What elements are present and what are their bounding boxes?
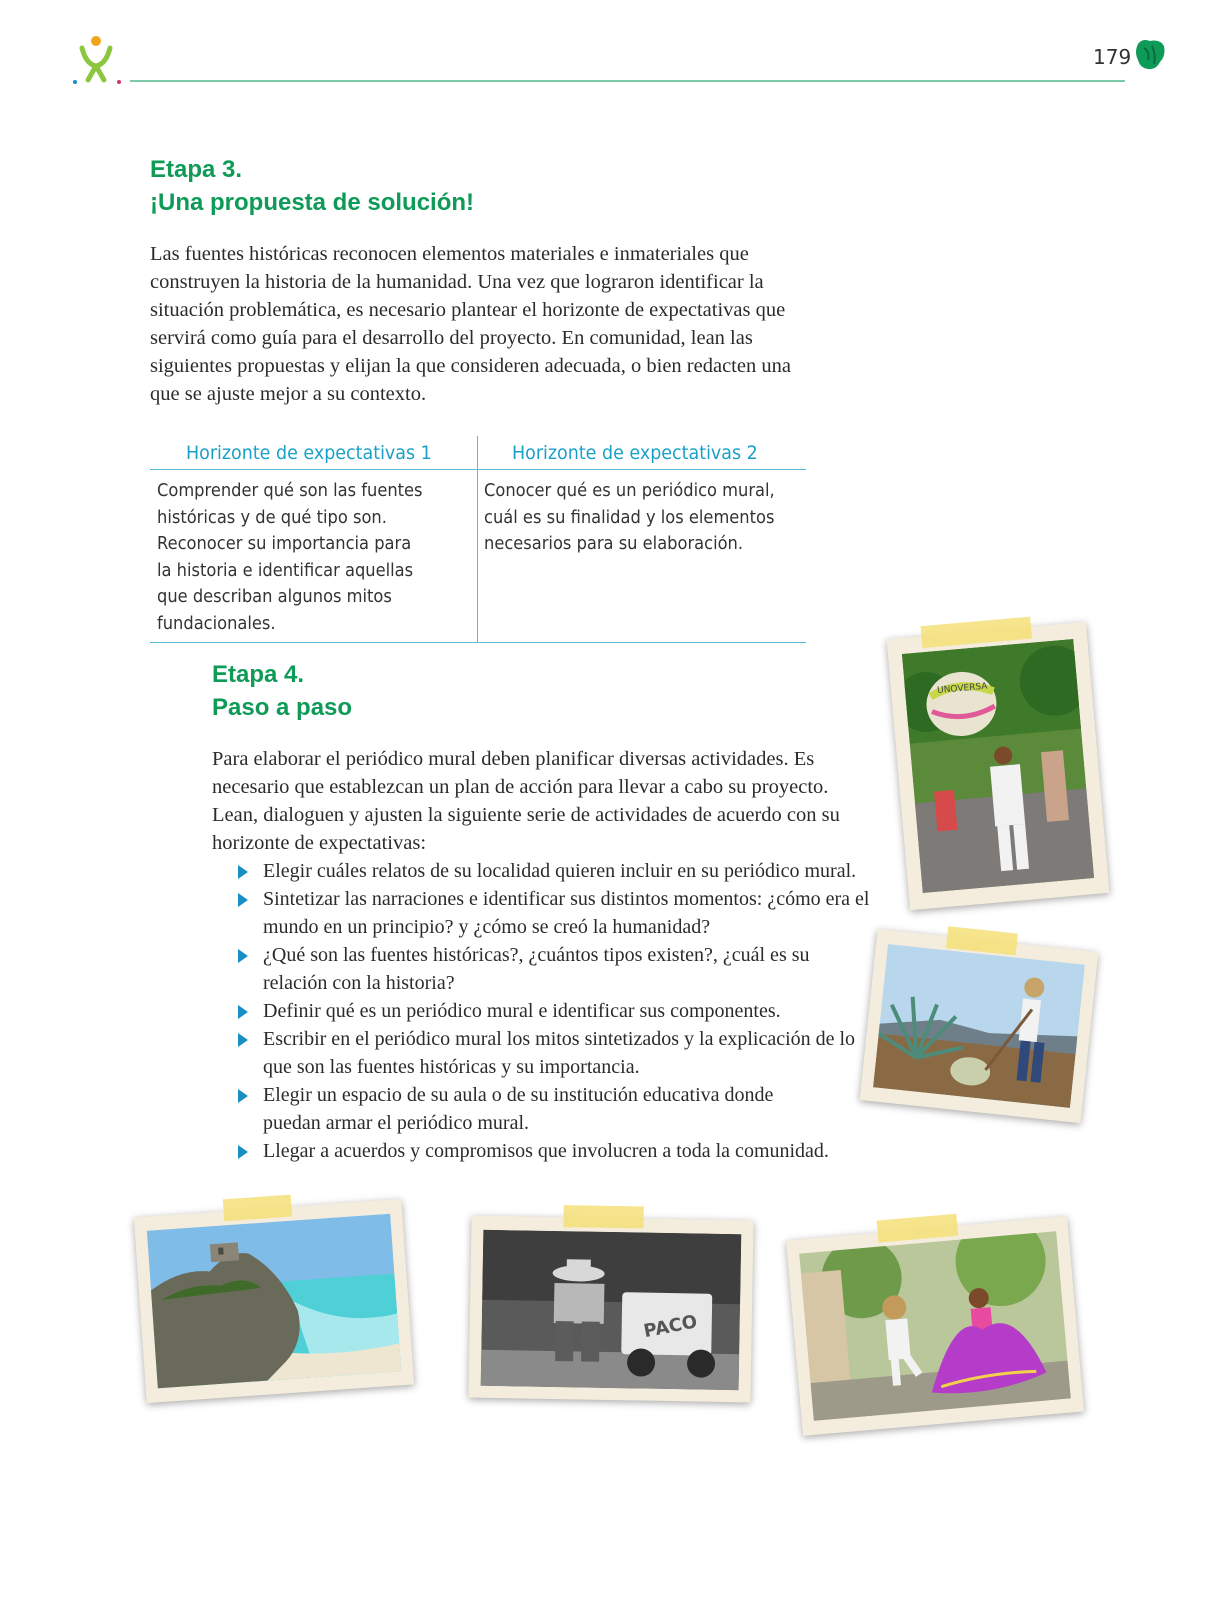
list-item: Definir qué es un periódico mural e identificar sus componentes.: [238, 997, 898, 1025]
list-item: Escribir en el periódico mural los mitos sintetizados y la explicación de lo que son las fuentes históricas y su importancia.: [238, 1025, 858, 1081]
triangle-bullet-icon: [238, 893, 248, 907]
activity-list: [238, 857, 898, 1165]
table-bottom-rule: [150, 642, 806, 643]
table-cell-2: Conocer qué es un periódico mural, cuál es su finalidad y los elementos necesarios para su elaboración.: [484, 481, 775, 554]
header-rule: [130, 80, 1125, 82]
table-header-rule: [150, 469, 806, 470]
balloon-text: UNOVERSA: [936, 681, 988, 696]
triangle-bullet-icon: [238, 865, 248, 879]
photo-agave: [860, 929, 1099, 1123]
etapa4-paragraph: Para elaborar el periódico mural deben planificar diversas actividades. Es necesario que establezcan un plan de acción para llevar a cabo su proyecto. Lean, dialoguen y ajusten la siguiente serie de actividades de acuerdo con su horizonte de expectativas:: [212, 748, 840, 854]
list-item: Llegar a acuerdos y compromisos que involucren a toda la comunidad.: [238, 1137, 898, 1165]
leaf-emblem-icon: [1134, 38, 1166, 72]
etapa3-paragraph: Las fuentes históricas reconocen elementos materiales e inmateriales que construyen la historia de la humanidad. Una vez que lograron identificar la situación problemática, es necesario plantear el horizonte de expectativas que servirá como guía para el desarrollo del proyecto. En comunidad, lean las siguientes propuestas y elijan la que consideren adecuada, o bien redacten una que se ajuste mejor a su contexto.: [150, 243, 791, 405]
vendor-image: [481, 1230, 742, 1390]
etapa4-subtitle: Paso a paso: [212, 694, 353, 721]
cart-sign: PACO: [642, 1311, 700, 1343]
list-item: Elegir un espacio de su aula o de su institución educativa donde puedan armar el periódico mural.: [238, 1081, 823, 1137]
logo-icon: [72, 34, 124, 86]
photo-dancers: [786, 1216, 1084, 1436]
festival-image: [902, 639, 1094, 893]
triangle-bullet-icon: [238, 1005, 248, 1019]
etapa4-title: Etapa 4.: [212, 661, 305, 688]
tape: [223, 1195, 292, 1222]
expectations-table: [150, 436, 806, 643]
triangle-bullet-icon: [238, 1033, 248, 1047]
photo-festival: [887, 622, 1110, 910]
triangle-bullet-icon: [238, 949, 248, 963]
list-item: Sintetizar las narraciones e identificar sus distintos momentos: ¿cómo era el mundo en un principio? y ¿cómo se creó la humanidad?: [238, 885, 903, 941]
triangle-bullet-icon: [238, 1145, 248, 1159]
dancers-image: [799, 1231, 1071, 1421]
table-header-2: Horizonte de expectativas 2: [512, 442, 758, 464]
etapa3-title: Etapa 3.: [150, 156, 243, 183]
page-number: 179: [1093, 45, 1132, 69]
photo-tulum: [134, 1199, 414, 1403]
list-item: Elegir cuáles relatos de su localidad quieren incluir en su periódico mural.: [238, 857, 898, 885]
agave-image: [873, 944, 1085, 1108]
etapa3-subtitle: ¡Una propuesta de solución!: [150, 189, 475, 216]
tulum-image: [147, 1214, 401, 1389]
table-header-1: Horizonte de expectativas 1: [186, 442, 432, 464]
list-item: ¿Qué son las fuentes históricas?, ¿cuántos tipos existen?, ¿cuál es su relación con la historia?: [238, 941, 853, 997]
triangle-bullet-icon: [238, 1089, 248, 1103]
tape: [563, 1205, 643, 1228]
table-column-divider: [477, 436, 478, 643]
table-cell-1: Comprender qué son las fuentes históricas y de qué tipo son. Reconocer su importancia para la historia e identificar aquellas que describan algunos mitos fundacionales.: [157, 481, 423, 634]
tape: [877, 1214, 959, 1243]
photo-vendor: [468, 1216, 753, 1403]
